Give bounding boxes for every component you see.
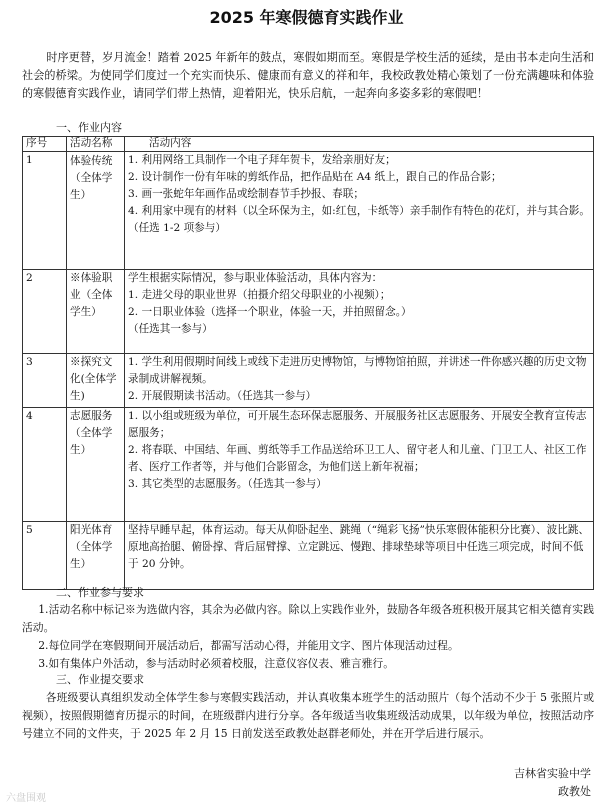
intro-paragraph: 时序更替，岁月流金！踏着 2025 年新年的鼓点，寒假如期而至。寒假是学校生活的延续，是由书本走向生活和社会的桥梁。为使同学们度过一个充实而快乐、健康而有意义的祥和年，我校政教处精心策划了一份充满趣味和体验的寒假德育实践作业，请同学们带上热情，迎着阳光，快乐启航，一起奔向多姿多彩的寒假吧！ bbox=[22, 51, 594, 100]
content-line: （任选其一参与） bbox=[128, 323, 213, 335]
activity-table bbox=[22, 136, 594, 590]
requirement-item: 2.每位同学在寒假期间开展活动后，都需写活动心得，并能用文字、图片体现活动过程。 bbox=[38, 639, 459, 652]
content-line: 1. 利用网络工具制作一个电子拜年贺卡，发给亲朋好友； bbox=[128, 154, 396, 166]
content-line: 3. 其它类型的志愿服务。（任选其一参与） bbox=[128, 478, 327, 490]
row-content bbox=[125, 270, 594, 354]
content-line: 坚持早睡早起，体育运动。每天从仰卧起坐、跳绳（“绳彩飞扬”快乐寒假体能积分比赛）、波比跳、原地高抬腿、俯卧撑、背后屈臂撑、立定跳远、慢跑、排球垫球等项目中任选三项完成，时间不低于 20 分钟。 bbox=[128, 524, 590, 570]
table-row bbox=[23, 522, 594, 590]
header-content: 活动内容 bbox=[125, 137, 594, 152]
watermark: 六盘围观 bbox=[6, 793, 46, 804]
table-row bbox=[23, 152, 594, 270]
signature-dept: 政教处 bbox=[558, 785, 591, 798]
signature-school: 吉林省实验中学 bbox=[514, 767, 591, 780]
content-line: 2. 开展假期读书活动。（任选其一参与） bbox=[128, 390, 317, 402]
row-name: 体验传统（全体学生） bbox=[67, 152, 125, 270]
page-title: 2025 年寒假德育实践作业 bbox=[209, 8, 404, 27]
header-no: 序号 bbox=[23, 137, 67, 152]
row-name: ※体验职业（全体学生） bbox=[67, 270, 125, 354]
row-no: 3 bbox=[23, 354, 67, 408]
table-row bbox=[23, 270, 594, 354]
row-content bbox=[125, 152, 594, 270]
content-line: 1. 以小组或班级为单位，可开展生态环保志愿服务、开展服务社区志愿服务、开展安全教育宣传志愿服务； bbox=[128, 410, 587, 439]
content-line: 4. 利用家中现有的材料（以全环保为主，如:红包，卡纸等）亲手制作有特色的花灯，并与其合影。（任选 1-2 项参与） bbox=[128, 205, 590, 234]
table-row bbox=[23, 354, 594, 408]
row-no: 2 bbox=[23, 270, 67, 354]
content-line: 2. 设计制作一份有年味的剪纸作品，把作品贴在 A4 纸上，跟自己的作品合影； bbox=[128, 171, 502, 183]
row-content bbox=[125, 408, 594, 522]
content-line: 2. 将春联、中国结、年画、剪纸等手工作品送给环卫工人、留守老人和儿童、门卫工人、社区工作者、医疗工作者等，并与他们合影留念，为他们送上新年祝福； bbox=[128, 444, 587, 473]
table-row bbox=[23, 408, 594, 522]
section-heading-content: 一、作业内容 bbox=[56, 121, 122, 134]
content-line: 学生根据实际情况，参与职业体验活动，具体内容为： bbox=[128, 272, 383, 284]
requirement-item: 3.如有集体户外活动，参与活动时必须着校服，注意仪容仪表、雅言雅行。 bbox=[38, 657, 394, 670]
row-content bbox=[125, 522, 594, 590]
row-no: 5 bbox=[23, 522, 67, 590]
row-name: ※探究文化(全体学生) bbox=[67, 354, 125, 408]
section-heading-requirements: 二、作业参与要求 bbox=[56, 586, 144, 599]
submission-paragraph: 各班级要认真组织发动全体学生参与寒假实践活动，并认真收集本班学生的活动照片（每个活动不少于 5 张照片或视频），按照假期德育历提示的时间，在班级群内进行分享。各年级适当收集班级活动成果，以年级为单位，按照活动序号建立不同的文件夹，于 2025 年 2 月 15 日前发送至政教处赵群老师处，并在开学后进行展示。 bbox=[22, 691, 594, 740]
table-header-row bbox=[23, 137, 594, 152]
row-no: 4 bbox=[23, 408, 67, 522]
header-name: 活动名称 bbox=[67, 137, 125, 152]
content-line: 3. 画一张蛇年年画作品或绘制春节手抄报、春联； bbox=[128, 188, 364, 200]
content-line: 1. 学生利用假期时间线上或线下走进历史博物馆，与博物馆拍照，并讲述一件你感兴趣的历史文物录制成讲解视频。 bbox=[128, 356, 587, 385]
content-line: 1. 走进父母的职业世界（拍摄介绍父母职业的小视频）； bbox=[128, 289, 391, 301]
section-heading-submission: 三、作业提交要求 bbox=[56, 673, 144, 686]
row-no: 1 bbox=[23, 152, 67, 270]
requirement-item: 1.活动名称中标记※为选做内容，其余为必做内容。除以上实践作业外，鼓励各年级各班积极开展其它相关德育实践活动。 bbox=[22, 603, 594, 634]
row-content bbox=[125, 354, 594, 408]
content-line: 2. 一日职业体验（选择一个职业，体验一天，并拍照留念。） bbox=[128, 306, 412, 318]
row-name: 志愿服务（全体学生） bbox=[67, 408, 125, 522]
row-name: 阳光体育（全体学生） bbox=[67, 522, 125, 590]
